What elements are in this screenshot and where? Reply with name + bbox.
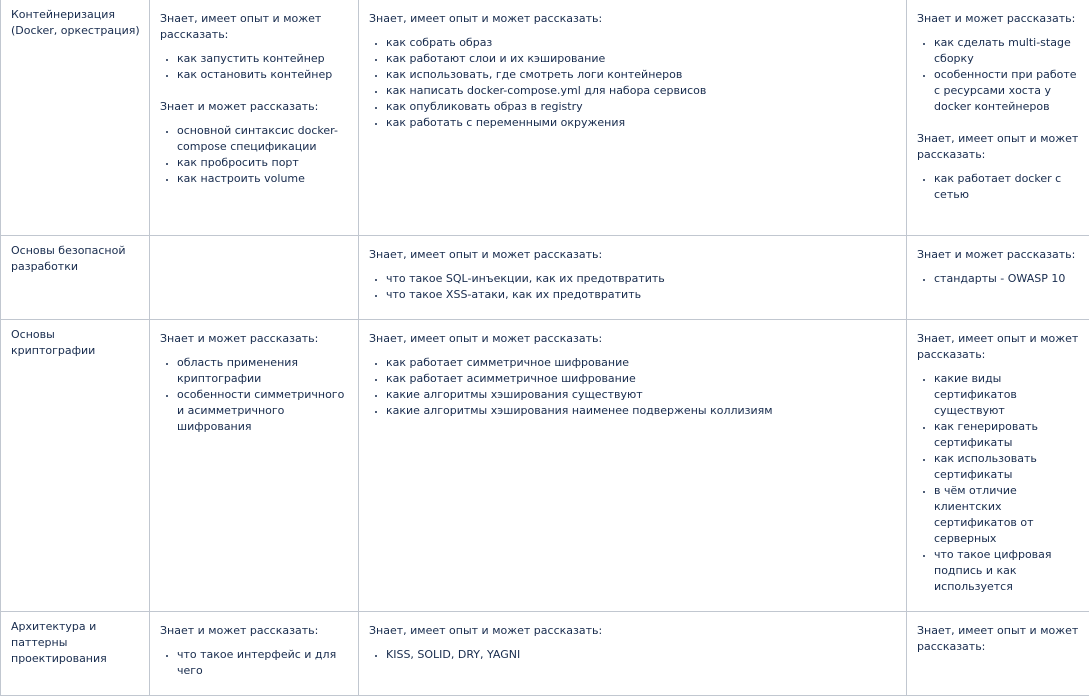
skill-group-header: Знает, имеет опыт и может рассказать: [369,623,898,639]
list-item: • как работать с переменными окружения [386,115,898,131]
skill-group [917,131,1081,203]
skill-group [160,331,350,435]
skill-list [917,371,1081,595]
skill-group-header: Знает и может рассказать: [160,623,350,639]
skill-group [917,623,1081,655]
skill-list [160,647,350,679]
table-row [1,236,1089,320]
skill-group-header: Знает, имеет опыт и может рассказать: [917,331,1081,363]
level-cell [907,236,1089,320]
list-item: • как запустить контейнер [177,51,350,67]
skill-group-header: Знает, имеет опыт и может рассказать: [369,331,898,347]
skill-list [369,271,898,303]
table-row [1,0,1089,236]
list-item: • основной синтаксис docker-compose спецификации [177,123,350,155]
level-cell [359,320,907,612]
list-item: • в чём отличие клиентских сертификатов от серверных [934,483,1081,547]
topic-label: Контейнеризация (Docker, оркестрация) [11,7,141,39]
level-cell [907,0,1089,236]
level-cell [150,612,359,696]
skill-list [160,355,350,435]
level-cell [359,0,907,236]
skill-group-header: Знает, имеет опыт и может рассказать: [917,131,1081,163]
list-item: • особенности симметричного и асимметричного шифрования [177,387,350,435]
skill-list [917,171,1081,203]
list-item: • что такое интерфейс и для чего [177,647,350,679]
list-item: • стандарты - OWASP 10 [934,271,1081,287]
list-item: • какие алгоритмы хэширования существуют [386,387,898,403]
level-cell [150,0,359,236]
level-cell [359,236,907,320]
list-item: • как использовать сертификаты [934,451,1081,483]
list-item: • как работает docker с сетью [934,171,1081,203]
list-item: • как генерировать сертификаты [934,419,1081,451]
list-item: • область применения криптографии [177,355,350,387]
list-item: • какие виды сертификатов существуют [934,371,1081,419]
list-item: • как использовать, где смотреть логи контейнеров [386,67,898,83]
skill-group [917,247,1081,287]
list-item: • как написать docker-compose.yml для набора сервисов [386,83,898,99]
skill-group [160,623,350,679]
topic-cell [1,612,150,696]
topic-cell [1,236,150,320]
list-item: • как пробросить порт [177,155,350,171]
list-item: • как остановить контейнер [177,67,350,83]
skill-group-header: Знает и может рассказать: [917,11,1081,27]
list-item: • как работает симметричное шифрование [386,355,898,371]
skill-group-header: Знает и может рассказать: [160,331,350,347]
topic-cell [1,0,150,236]
level-cell [150,236,359,320]
list-item: • как работает асимметричное шифрование [386,371,898,387]
level-cell [907,612,1089,696]
list-item: • как сделать multi-stage сборку [934,35,1081,67]
skill-group [369,623,898,663]
list-item: • что такое SQL-инъекции, как их предотвратить [386,271,898,287]
skill-list [369,35,898,131]
level-cell [907,320,1089,612]
level-cell [359,612,907,696]
skill-list [369,647,898,663]
list-item: • как настроить volume [177,171,350,187]
list-item: • какие алгоритмы хэширования наименее подвержены коллизиям [386,403,898,419]
skill-group-header: Знает, имеет опыт и может рассказать: [369,11,898,27]
skill-group [369,11,898,131]
matrix-body [1,0,1089,696]
skill-group [917,11,1081,115]
topic-label: Основы криптографии [11,327,141,359]
list-item: • как работают слои и их кэширование [386,51,898,67]
skill-group [369,331,898,419]
skill-list [917,271,1081,287]
level-cell [150,320,359,612]
skill-group-header: Знает, имеет опыт и может рассказать: [917,623,1081,655]
topic-label: Архитектура и паттерны проектирования [11,619,141,667]
list-item: • как собрать образ [386,35,898,51]
list-item: • KISS, SOLID, DRY, YAGNI [386,647,898,663]
skill-group [917,331,1081,595]
list-item: • особенности при работе с ресурсами хоста у docker контейнеров [934,67,1081,115]
list-item: • что такое XSS-атаки, как их предотвратить [386,287,898,303]
topic-cell [1,320,150,612]
skill-group-header: Знает, имеет опыт и может рассказать: [369,247,898,263]
skill-list [160,51,350,83]
skill-group-header: Знает и может рассказать: [160,99,350,115]
table-row [1,612,1089,696]
list-item: • что такое цифровая подпись и как используется [934,547,1081,595]
skill-group-header: Знает и может рассказать: [917,247,1081,263]
skill-group-header: Знает, имеет опыт и может рассказать: [160,11,350,43]
list-item: • как опубликовать образ в registry [386,99,898,115]
topic-label: Основы безопасной разработки [11,243,141,275]
skill-group [160,11,350,83]
skill-group [369,247,898,303]
skill-list [369,355,898,419]
skill-list [160,123,350,187]
table-row [1,320,1089,612]
skill-group [160,99,350,187]
skill-list [917,35,1081,115]
